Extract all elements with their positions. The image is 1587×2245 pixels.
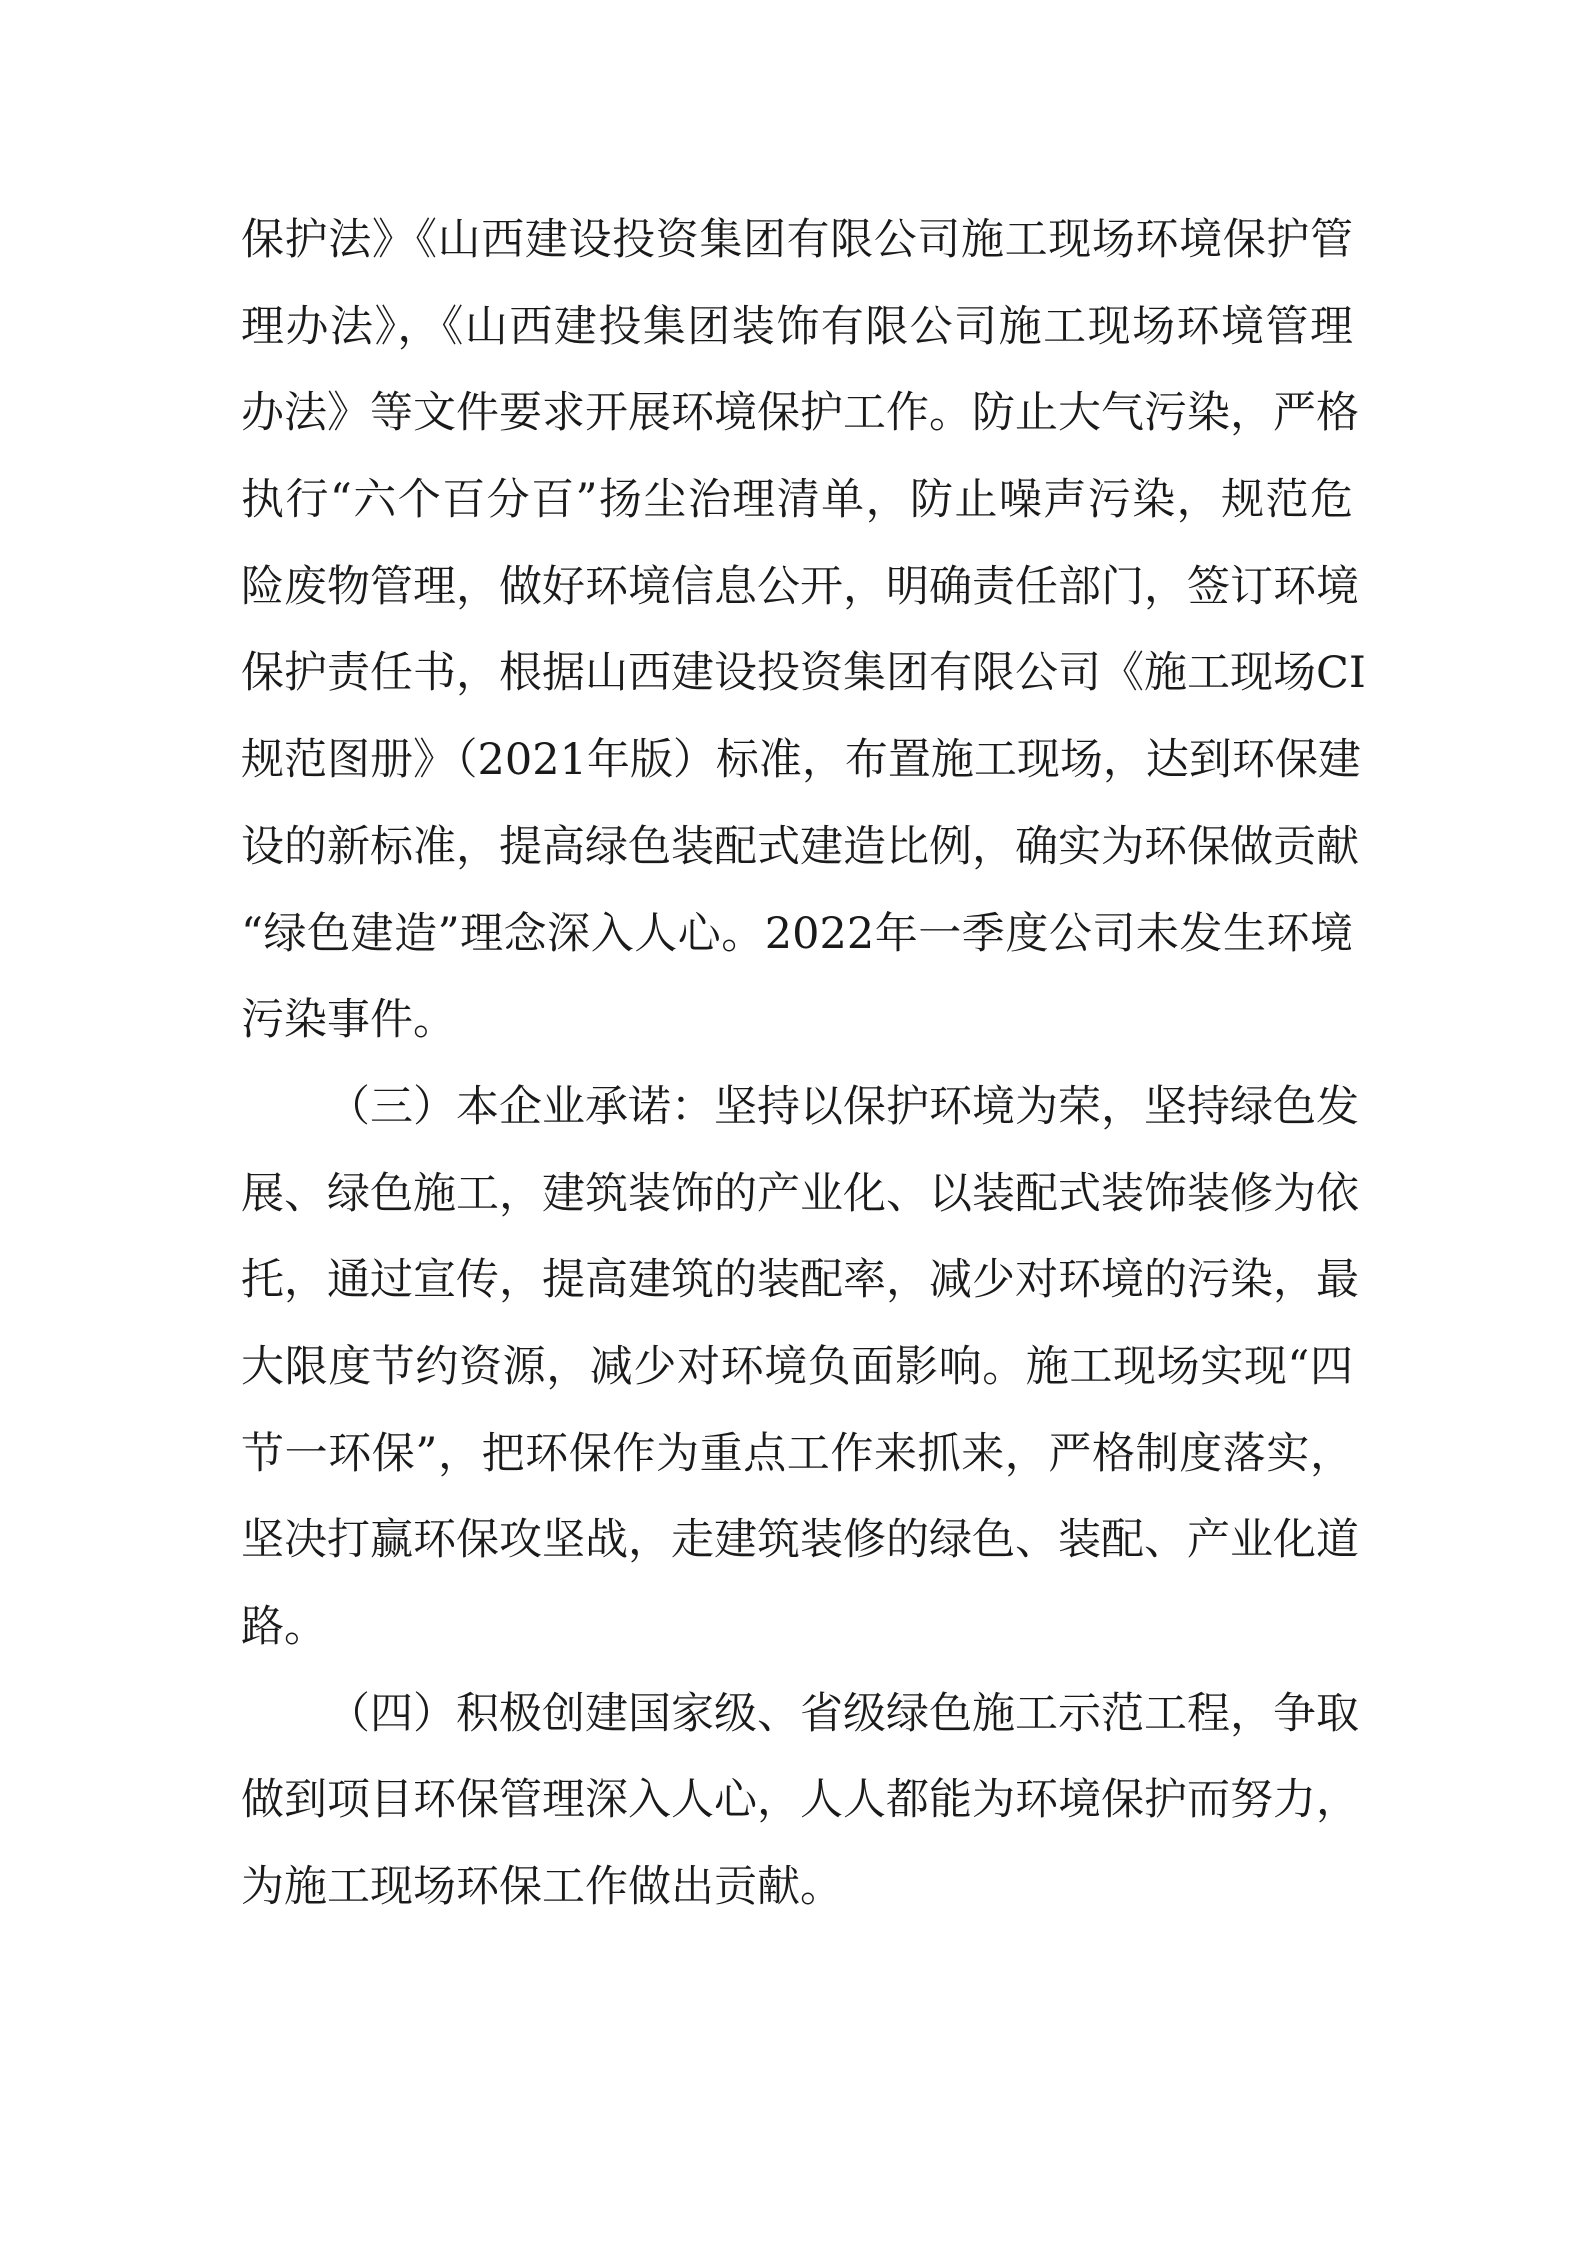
paragraph-2-line-5: 节一环保”，把环保作为重点工作来抓来，严格制度落实， [241,1428,1353,1479]
paragraph-1-line-9: “绿色建造”理念深入人心。2022年一季度公司未发生环境 [241,908,1353,959]
paragraph-3-line-3: 为施工现场环保工作做出贡献。 [241,1862,843,1913]
paragraph-1-line-10: 污染事件。 [241,995,456,1046]
paragraph-1-line-8: 设的新标准，提高绿色装配式建造比例，确实为环保做贡献 [241,821,1359,872]
paragraph-2-line-7: 路。 [241,1602,327,1652]
paragraph-1-line-6: 保护责任书，根据山西建设投资集团有限公司《施工现场CI [241,648,1366,699]
paragraph-2-line-3: 托，通过宣传，提高建筑的装配率，减少对环境的污染，最 [241,1255,1359,1306]
paragraph-1-line-5: 险废物管理，做好环境信息公开，明确责任部门，签订环境 [241,561,1359,612]
paragraph-1-line-7: 规范图册》（2021年版）标准，布置施工现场，达到环保建 [241,735,1361,786]
paragraph-1-line-1: 保护法》《山西建设投资集团有限公司施工现场环境保护管 [241,215,1353,265]
paragraph-3-line-1: （四）积极创建国家级、省级绿色施工示范工程，争取 [327,1688,1359,1739]
paragraph-2-line-4: 大限度节约资源，减少对环境负面影响。施工现场实现“四 [241,1341,1353,1392]
document-body [241,197,1366,1931]
paragraph-1-line-2: 理办法》，《山西建投集团装饰有限公司施工现场环境管理 [241,301,1353,352]
paragraph-2-line-2: 展、绿色施工，建筑装饰的产业化、以装配式装饰装修为依 [241,1168,1359,1219]
paragraph-1-line-4: 执行“六个百分百”扬尘治理清单，防止噪声污染，规范危 [241,475,1353,526]
paragraph-2-line-1: （三）本企业承诺：坚持以保护环境为荣，坚持绿色发 [327,1081,1359,1132]
paragraph-1-line-3: 办法》等文件要求开展环境保护工作。防止大气污染，严格 [241,388,1359,439]
paragraph-2-line-6: 坚决打赢环保攻坚战，走建筑装修的绿色、装配、产业化道 [241,1515,1359,1566]
paragraph-3-line-2: 做到项目环保管理深入人心，人人都能为环境保护而努力， [241,1775,1359,1826]
